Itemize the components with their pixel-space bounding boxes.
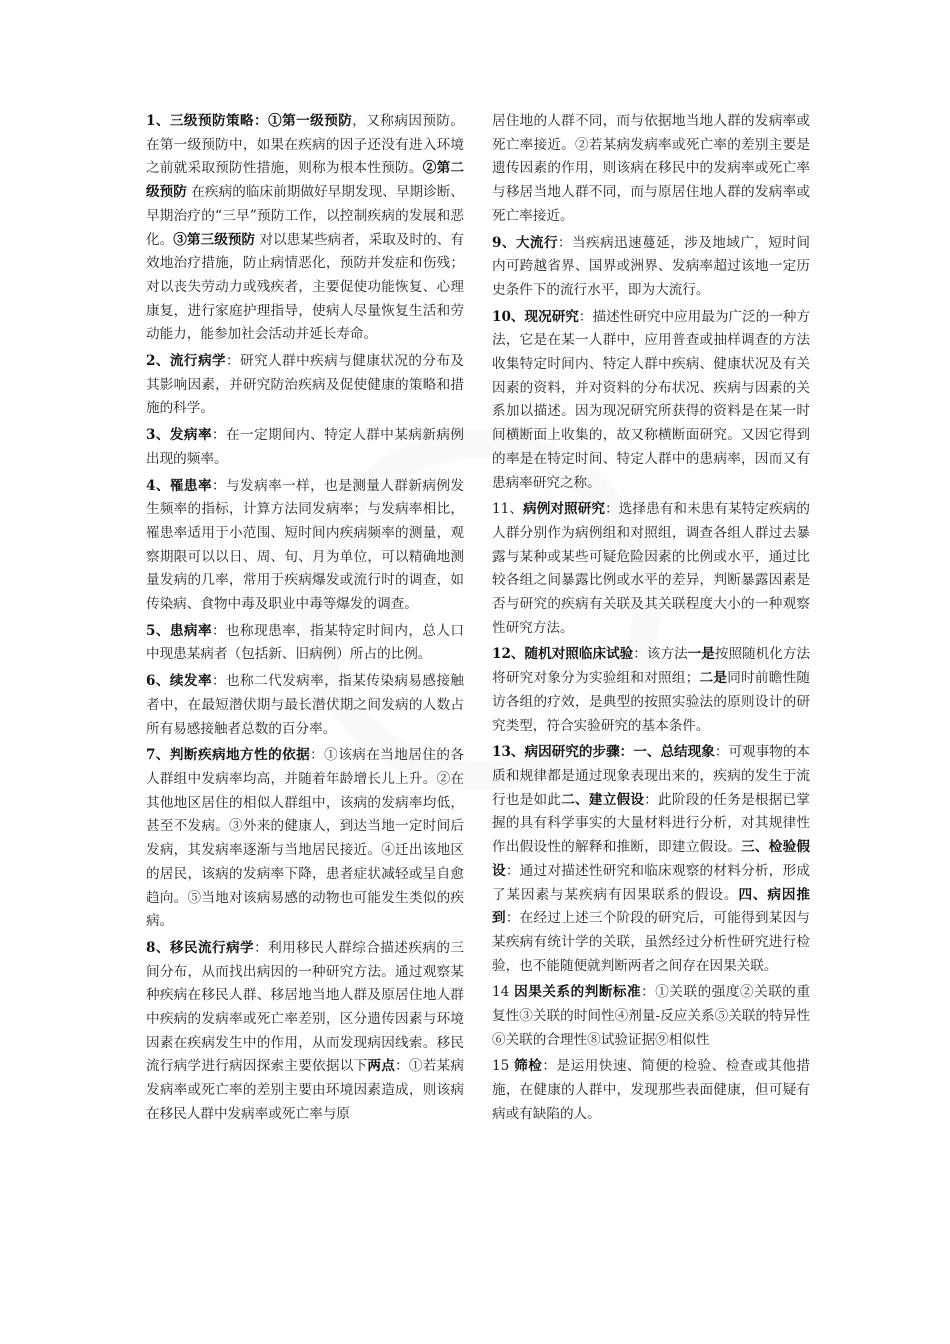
entry-text: ：①关联的强度②关联的重复性③关联的时间性④剂量-反应关系⑤关联的特异性⑥关联的合理性⑧试验证据⑨相似性	[492, 984, 811, 1048]
entry-6	[146, 670, 464, 741]
entry-12	[492, 643, 810, 738]
entry-8-continued	[492, 110, 810, 229]
entry-10	[492, 306, 810, 496]
entry-4	[146, 475, 464, 617]
entry-bold: 三、检验假设	[492, 839, 811, 879]
entry-title: 4、罹患率	[146, 477, 212, 494]
entry-bold: 两点	[367, 1058, 396, 1075]
entry-text: ：通过对描述性研究和临床观察的材料分析，形成了某因素与某疾病有因果联系的假设。	[492, 862, 811, 903]
entry-bold: 四、病因推到	[492, 886, 811, 927]
entry-2	[146, 350, 464, 421]
entry-title: 10、现况研究	[492, 308, 579, 325]
entry-text: ：该方法	[633, 646, 688, 663]
entry-prefix: 15	[492, 1058, 515, 1075]
entry-prefix: 14	[492, 984, 515, 1001]
entry-text: ：当疾病迅速蔓延，涉及地域广，短时间内可跨越省界、国界或洲界、发病率超过该地一定历史条件下的流行水平，即为大流行。	[492, 234, 811, 298]
entry-bold: 二是	[699, 670, 728, 687]
entry-text: ：描述性研究中应用最为广泛的一种方法，它是在某一人群中，应用普查或抽样调查的方法收集特定时间内、特定人群中疾病、健康状况及有关因素的资料，并对资料的分布状况、疾病与因素的关系加以描述。因为现况研究所获得的资料是在某一时间横断面上收集的，故又称横断面研究。又因它得到的率是在特定时间、特定人群中的患病率，因而又有患病率研究之称。	[492, 308, 810, 491]
entry-title: 9、大流行	[492, 234, 558, 251]
entry-bold: ①第一级预防	[268, 113, 353, 129]
entry-prefix: 11、	[492, 501, 524, 518]
entry-bold: 二、建立假设	[561, 791, 645, 808]
entry-13	[492, 741, 810, 978]
entry-text: ：在经过上述三个阶段的研究后，可能得到某因与某疾病有统计学的关联，虽然经过分析性研究进行检验，也不能随便就判断两者之间存在因果关联。	[492, 910, 811, 974]
entry-text: ：可观事物的本质和规律都是通过现象表现出来的，疾病的发生于流行也是如此	[492, 744, 811, 808]
entry-8	[146, 937, 464, 1127]
entry-11	[492, 498, 810, 640]
entry-14	[492, 981, 810, 1052]
entry-bold: 一是	[687, 646, 715, 663]
right-column	[492, 110, 810, 1130]
entry-1	[146, 110, 464, 347]
entry-text: ：与发病率一样，也是测量人群新病例发生频率的指标，计算方法同发病率；与发病率相比，罹患率适用于小范围、短时间内疾病频率的测量，观察期限可以以日、周、旬、月为单位，可以精确地测量发病的几率，常用于疾病爆发或流行时的调查，如传染病、食物中毒及职业中毒等爆发的调查。	[146, 477, 465, 613]
entry-text: ：在一定期间内、特定人群中某病新病例出现的频率。	[146, 427, 465, 467]
entry-title: 6、续发率	[146, 673, 212, 690]
entry-text: ：研究人群中疾病与健康状况的分布及其影响因素，并研究防治疾病及促使健康的策略和措施的科学。	[146, 353, 464, 417]
entry-text: ：也称二代发病率，指某传染病易感接触者中，在最短潜伏期与最长潜伏期之间发病的人数占所有易感接触者总数的百分率。	[146, 673, 465, 737]
entry-text: ：①若某病发病率或死亡率的差别主要由环境因素造成，则该病在移民人群中发病率或死亡率与原	[146, 1058, 465, 1122]
entry-title: 筛检	[514, 1058, 543, 1075]
entry-title: 3、发病率	[146, 427, 212, 444]
entry-title: 13、病因研究的步骤：一、总结现象	[492, 744, 715, 761]
entry-text: ：选择患有和未患有某特定疾病的人群分别作为病例组和对照组，调查各组人群过去暴露与某种或某些可疑危险因素的比例或水平，通过比较各组之间暴露比例或水平的差异，判断暴露因素是否与研究的疾病有关联及其关联程度大小的一种观察性研究方法。	[492, 501, 811, 636]
entry-3	[146, 424, 464, 471]
entry-title: 病例对照研究	[523, 501, 606, 518]
entry-text: ：①该病在当地居住的各人群组中发病率均高，并随着年龄增长儿上升。②在其他地区居住的相似人群组中，该病的发病率均低，甚至不发病。③外来的健康人，到达当地一定时间后发病，其发病率逐渐与当地居民接近。④迁出该地区的居民，该病的发病率下降，患者症状减轻或呈自愈趋向。⑤当地对该病易感的动物也可能发生类似的疾病。	[146, 747, 464, 930]
entry-title: 因果关系的判断标准	[514, 984, 642, 1001]
entry-7	[146, 744, 464, 934]
entry-text: ：此阶段的任务是根据已掌握的具有科学事实的大量材料进行分析，对其规律性作出假设性的解释和推断，即建立假设。	[492, 791, 811, 856]
entry-text: ：也称现患率，指某特定时间内，总人口中现患某病者（包括新、旧病例）所占的比例。	[146, 622, 465, 663]
entry-15	[492, 1055, 810, 1126]
entry-9	[492, 232, 810, 303]
entry-text: ：利用移民人群综合描述疾病的三间分布，从而找出病因的一种研究方法。通过观察某种疾病在移民人群、移居地当地人群及原居住地人群中疾病的发病率或死亡率差别，区分遗传因素与环境因素在疾病发生中的作用，从而发现病因线索。移民流行病学进行病因探索主要依据以下	[146, 939, 464, 1075]
entry-text: ，又称病因预防。在第一级预防中，如果在疾病的因子还没有进入环境之前就采取预防性措施，则称为根本性预防。	[146, 113, 465, 177]
entry-text: ：是运用快速、简便的检验、检查或其他措施，在健康的人群中，发现那些表面健康，但可疑有病或有缺陷的人。	[492, 1058, 811, 1122]
entry-title: 2、流行病学	[146, 353, 227, 370]
entry-title: 12、随机对照临床试验	[492, 646, 634, 663]
entry-title: 1、三级预防策略：	[146, 113, 269, 129]
left-column	[146, 110, 464, 1130]
entry-text: 按照随机化方法将研究对象分为实验组和对照组；	[492, 646, 811, 687]
entry-title: 5、患病率	[146, 622, 212, 639]
entry-text: 同时前瞻性随访各组的疗效，是典型的按照实验法的原则设计的研究类型，符合实验研究的基本条件。	[492, 670, 811, 734]
entry-text: 对以患某些病者，采取及时的、有效地治疗措施，防止病情恶化，预防并发症和伤残；对以丧失劳动力或残疾者，主要促使功能恢复、心理康复，进行家庭护理指导，使病人尽量恢复生活和劳动能力，能参加社会活动并延长寿命。	[146, 231, 464, 343]
entry-title: 7、判断疾病地方性的依据	[146, 747, 311, 764]
entry-text: 在疾病的临床前期做好早期发现、早期诊断、早期治疗的“三早”预防工作，以控制疾病的发展和恶化。	[146, 184, 464, 248]
entry-title: 8、移民流行病学	[146, 939, 255, 956]
entry-text: 居住地的人群不同，而与依据地当地人群的发病率或死亡率接近。②若某病发病率或死亡率的差别主要是遗传因素的作用，则该病在移民中的发病率或死亡率与移居当地人群不同，而与原居住地人群的发病率或死亡率接近。	[492, 113, 810, 224]
entry-bold: ②第二级预防	[146, 160, 465, 201]
entry-5	[146, 620, 464, 667]
entry-bold: ③第三级预防	[173, 231, 256, 248]
